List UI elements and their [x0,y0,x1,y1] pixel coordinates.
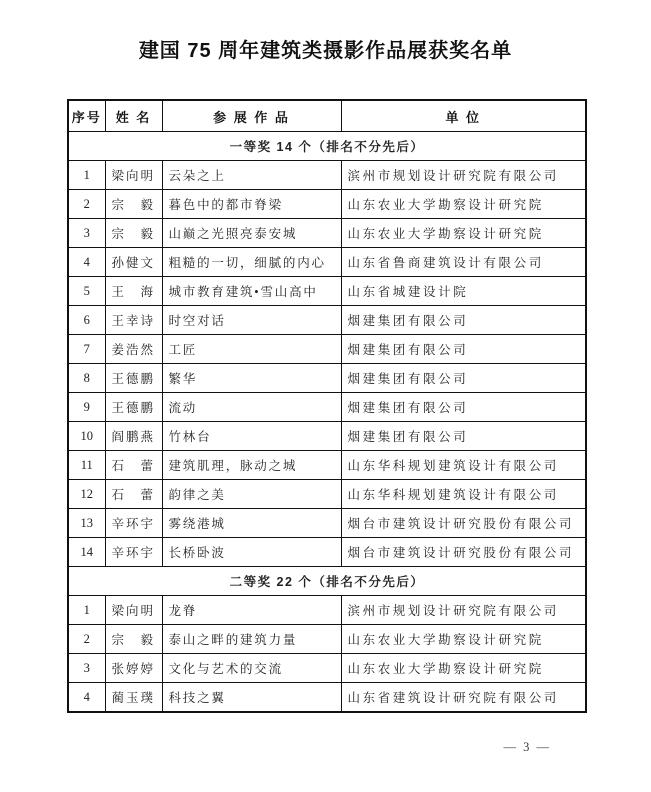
org-cell: 山东农业大学勘察设计研究院 [341,190,586,219]
org-cell: 烟建集团有限公司 [341,422,586,451]
awards-table [67,99,587,713]
name-cell: 辛环宇 [105,538,162,567]
name-cell: 蔺玉璞 [105,683,162,713]
no-cell: 11 [68,451,105,480]
org-cell: 烟建集团有限公司 [341,335,586,364]
table-row [68,393,586,422]
table-row [68,451,586,480]
no-cell: 3 [68,219,105,248]
name-cell: 王 海 [105,277,162,306]
table-row [68,248,586,277]
name-cell: 辛环宇 [105,509,162,538]
name-cell: 孙健文 [105,248,162,277]
name-cell: 宗 毅 [105,190,162,219]
name-cell: 石 蕾 [105,480,162,509]
work-cell: 城市教育建筑•雪山高中 [162,277,341,306]
table-row [68,364,586,393]
work-cell: 工匠 [162,335,341,364]
no-cell: 9 [68,393,105,422]
no-cell: 2 [68,190,105,219]
name-cell: 梁向明 [105,161,162,190]
work-cell: 长桥卧波 [162,538,341,567]
org-cell: 山东省鲁商建筑设计有限公司 [341,248,586,277]
header-cell: 姓 名 [105,100,162,132]
org-cell: 山东省建筑设计研究院有限公司 [341,683,586,713]
no-cell: 6 [68,306,105,335]
table-row [68,480,586,509]
no-cell: 7 [68,335,105,364]
table-row [68,538,586,567]
name-cell: 王德鹏 [105,393,162,422]
org-cell: 烟台市建筑设计研究股份有限公司 [341,538,586,567]
work-cell: 暮色中的都市脊梁 [162,190,341,219]
no-cell: 2 [68,625,105,654]
table-row [68,422,586,451]
work-cell: 云朵之上 [162,161,341,190]
org-cell: 烟建集团有限公司 [341,306,586,335]
org-cell: 山东华科规划建筑设计有限公司 [341,480,586,509]
work-cell: 时空对话 [162,306,341,335]
page-number: — 3 — [503,740,551,754]
org-cell: 山东农业大学勘察设计研究院 [341,625,586,654]
work-cell: 龙脊 [162,596,341,625]
section-header: 二等奖 22 个（排名不分先后） [68,567,586,596]
org-cell: 山东农业大学勘察设计研究院 [341,219,586,248]
org-cell: 滨州市规划设计研究院有限公司 [341,161,586,190]
table-row [68,161,586,190]
work-cell: 粗糙的一切，细腻的内心 [162,248,341,277]
work-cell: 竹林台 [162,422,341,451]
work-cell: 科技之翼 [162,683,341,713]
table-row [68,654,586,683]
name-cell: 阎鹏燕 [105,422,162,451]
no-cell: 13 [68,509,105,538]
table-row [68,683,586,713]
name-cell: 石 蕾 [105,451,162,480]
org-cell: 滨州市规划设计研究院有限公司 [341,596,586,625]
header-cell: 参 展 作 品 [162,100,341,132]
section-header-row [68,567,586,596]
work-cell: 雾绕港城 [162,509,341,538]
no-cell: 1 [68,161,105,190]
name-cell: 张婷婷 [105,654,162,683]
table-row [68,277,586,306]
table-row [68,596,586,625]
work-cell: 韵律之美 [162,480,341,509]
no-cell: 14 [68,538,105,567]
name-cell: 宗 毅 [105,625,162,654]
work-cell: 繁华 [162,364,341,393]
name-cell: 王德鹏 [105,364,162,393]
org-cell: 烟建集团有限公司 [341,364,586,393]
table-row [68,190,586,219]
section-header: 一等奖 14 个（排名不分先后） [68,132,586,161]
awards-table-body [68,100,586,712]
table-row [68,335,586,364]
no-cell: 4 [68,248,105,277]
work-cell: 山巅之光照亮泰安城 [162,219,341,248]
name-cell: 王幸诗 [105,306,162,335]
table-row [68,219,586,248]
no-cell: 1 [68,596,105,625]
org-cell: 山东华科规划建筑设计有限公司 [341,451,586,480]
org-cell: 山东农业大学勘察设计研究院 [341,654,586,683]
no-cell: 3 [68,654,105,683]
page-title: 建国 75 周年建筑类摄影作品展获奖名单 [138,40,513,62]
name-cell: 梁向明 [105,596,162,625]
name-cell: 宗 毅 [105,219,162,248]
work-cell: 文化与艺术的交流 [162,654,341,683]
no-cell: 12 [68,480,105,509]
no-cell: 8 [68,364,105,393]
header-cell: 单 位 [341,100,586,132]
header-cell: 序号 [68,100,105,132]
table-row [68,625,586,654]
org-cell: 烟建集团有限公司 [341,393,586,422]
work-cell: 建筑肌理，脉动之城 [162,451,341,480]
org-cell: 山东省城建设计院 [341,277,586,306]
no-cell: 4 [68,683,105,713]
table-row [68,306,586,335]
no-cell: 5 [68,277,105,306]
name-cell: 姜浩然 [105,335,162,364]
work-cell: 泰山之畔的建筑力量 [162,625,341,654]
no-cell: 10 [68,422,105,451]
work-cell: 流动 [162,393,341,422]
org-cell: 烟台市建筑设计研究股份有限公司 [341,509,586,538]
section-header-row [68,132,586,161]
table-header-row [68,100,586,132]
table-row [68,509,586,538]
